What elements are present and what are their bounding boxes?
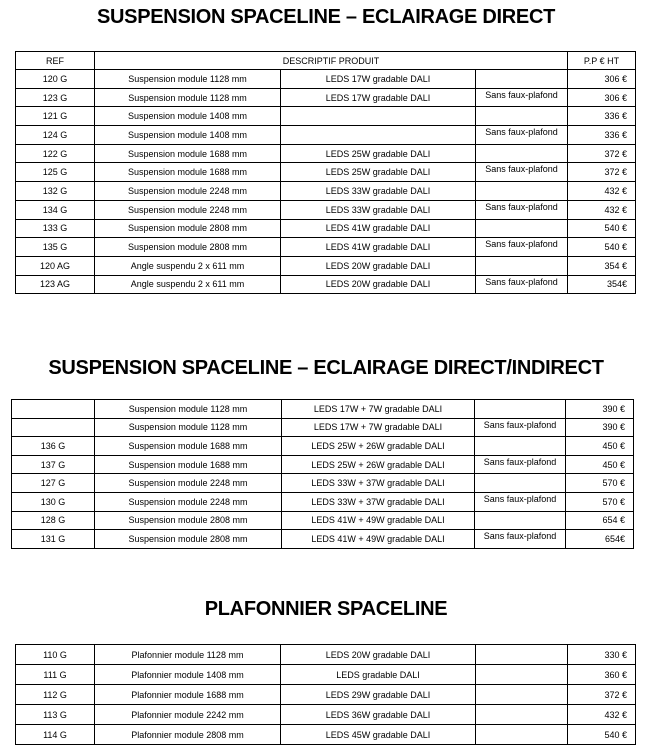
direct-price-table — [15, 51, 636, 294]
price-cell: 432 € — [568, 182, 636, 201]
note-cell: Sans faux-plafond — [476, 126, 568, 145]
price-cell: 540 € — [568, 725, 636, 745]
description-cell: Suspension module 2808 mm — [95, 238, 281, 257]
note-cell — [476, 705, 568, 725]
ref-cell: 132 G — [16, 182, 95, 201]
led-cell: LEDS 17W + 7W gradable DALI — [282, 418, 475, 437]
note-cell — [476, 144, 568, 163]
ref-cell: 137 G — [12, 455, 95, 474]
ref-cell: 113 G — [16, 705, 95, 725]
note-cell — [475, 437, 566, 456]
note-cell — [476, 182, 568, 201]
table-row — [16, 275, 636, 294]
description-cell: Suspension module 1408 mm — [95, 107, 281, 126]
description-cell: Suspension module 1688 mm — [95, 144, 281, 163]
price-cell: 540 € — [568, 219, 636, 238]
table-row — [16, 685, 636, 705]
price-cell: 570 € — [566, 492, 634, 511]
table-row — [16, 665, 636, 685]
note-cell — [475, 474, 566, 493]
led-cell: LEDS 17W gradable DALI — [281, 88, 476, 107]
table-row — [16, 705, 636, 725]
description-cell: Suspension module 1128 mm — [95, 400, 282, 419]
price-cell: 432 € — [568, 705, 636, 725]
table-row — [16, 88, 636, 107]
table-row — [16, 126, 636, 145]
note-cell — [476, 645, 568, 665]
description-cell: Suspension module 2808 mm — [95, 530, 282, 549]
led-cell: LEDS 33W + 37W gradable DALI — [282, 474, 475, 493]
ref-cell: 130 G — [12, 492, 95, 511]
table-row — [12, 492, 634, 511]
led-cell: LEDS 45W gradable DALI — [281, 725, 476, 745]
price-cell: 372 € — [568, 144, 636, 163]
direct-indirect-price-table — [11, 399, 634, 549]
description-cell: Suspension module 1128 mm — [95, 88, 281, 107]
ref-cell — [12, 400, 95, 419]
ref-cell: 125 G — [16, 163, 95, 182]
description-cell: Suspension module 2248 mm — [95, 492, 282, 511]
ref-cell: 133 G — [16, 219, 95, 238]
ref-header: REF — [16, 52, 95, 70]
led-cell: LEDS 41W + 49W gradable DALI — [282, 530, 475, 549]
led-cell: LEDS gradable DALI — [281, 665, 476, 685]
section2-title: SUSPENSION SPACELINE – ECLAIRAGE DIRECT/INDIRECT — [48, 357, 604, 379]
led-cell — [281, 107, 476, 126]
price-cell: 336 € — [568, 107, 636, 126]
table-row — [12, 455, 634, 474]
note-cell — [475, 400, 566, 419]
price-cell: 306 € — [568, 70, 636, 89]
price-cell: 570 € — [566, 474, 634, 493]
table-row — [12, 418, 634, 437]
ref-cell: 120 AG — [16, 256, 95, 275]
description-cell: Suspension module 1688 mm — [95, 163, 281, 182]
note-cell — [476, 256, 568, 275]
price-cell: 432 € — [568, 200, 636, 219]
note-cell: Sans faux-plafond — [476, 275, 568, 294]
note-cell: Sans faux-plafond — [476, 238, 568, 257]
section1-title: SUSPENSION SPACELINE – ECLAIRAGE DIRECT — [97, 6, 555, 28]
note-cell — [476, 219, 568, 238]
description-cell: Plafonnier module 1128 mm — [95, 645, 281, 665]
price-cell: 654 € — [566, 511, 634, 530]
ref-cell: 110 G — [16, 645, 95, 665]
led-cell: LEDS 25W + 26W gradable DALI — [282, 437, 475, 456]
price-cell: 390 € — [566, 418, 634, 437]
led-cell: LEDS 29W gradable DALI — [281, 685, 476, 705]
description-header: DESCRIPTIF PRODUIT — [95, 52, 568, 70]
led-cell: LEDS 36W gradable DALI — [281, 705, 476, 725]
description-cell: Plafonnier module 1688 mm — [95, 685, 281, 705]
description-cell: Plafonnier module 2808 mm — [95, 725, 281, 745]
note-cell: Sans faux-plafond — [475, 418, 566, 437]
note-cell — [476, 725, 568, 745]
table-row — [16, 182, 636, 201]
price-header: P.P € HT — [568, 52, 636, 70]
note-cell — [475, 511, 566, 530]
description-cell: Plafonnier module 1408 mm — [95, 665, 281, 685]
table-row — [16, 238, 636, 257]
price-cell: 372 € — [568, 163, 636, 182]
table-row — [16, 219, 636, 238]
table-row — [12, 474, 634, 493]
ref-cell: 124 G — [16, 126, 95, 145]
note-cell: Sans faux-plafond — [476, 200, 568, 219]
led-cell: LEDS 33W + 37W gradable DALI — [282, 492, 475, 511]
table-row — [16, 144, 636, 163]
price-cell: 354 € — [568, 256, 636, 275]
led-cell: LEDS 25W gradable DALI — [281, 144, 476, 163]
price-cell: 390 € — [566, 400, 634, 419]
table-row — [16, 725, 636, 745]
note-cell — [476, 70, 568, 89]
note-cell: Sans faux-plafond — [475, 492, 566, 511]
led-cell: LEDS 20W gradable DALI — [281, 256, 476, 275]
table-row — [12, 511, 634, 530]
price-cell: 354€ — [568, 275, 636, 294]
price-cell: 336 € — [568, 126, 636, 145]
ref-cell: 127 G — [12, 474, 95, 493]
description-cell: Suspension module 2808 mm — [95, 219, 281, 238]
table-row — [12, 530, 634, 549]
table-row — [16, 645, 636, 665]
ref-cell: 123 G — [16, 88, 95, 107]
led-cell: LEDS 20W gradable DALI — [281, 275, 476, 294]
ref-cell: 128 G — [12, 511, 95, 530]
price-cell: 306 € — [568, 88, 636, 107]
section3-title: PLAFONNIER SPACELINE — [204, 598, 448, 620]
note-cell — [476, 685, 568, 705]
led-cell: LEDS 33W gradable DALI — [281, 200, 476, 219]
note-cell: Sans faux-plafond — [476, 163, 568, 182]
ref-cell: 136 G — [12, 437, 95, 456]
led-cell: LEDS 25W gradable DALI — [281, 163, 476, 182]
price-cell: 450 € — [566, 455, 634, 474]
description-cell: Angle suspendu 2 x 611 mm — [95, 275, 281, 294]
ref-cell: 111 G — [16, 665, 95, 685]
note-cell: Sans faux-plafond — [475, 530, 566, 549]
led-cell: LEDS 41W + 49W gradable DALI — [282, 511, 475, 530]
table-row — [16, 200, 636, 219]
price-cell: 372 € — [568, 685, 636, 705]
table-row — [16, 163, 636, 182]
description-cell: Suspension module 1408 mm — [95, 126, 281, 145]
ref-cell: 121 G — [16, 107, 95, 126]
description-cell: Angle suspendu 2 x 611 mm — [95, 256, 281, 275]
description-cell: Suspension module 2248 mm — [95, 474, 282, 493]
description-cell: Plafonnier module 2242 mm — [95, 705, 281, 725]
ref-cell: 123 AG — [16, 275, 95, 294]
description-cell: Suspension module 2808 mm — [95, 511, 282, 530]
description-cell: Suspension module 2248 mm — [95, 182, 281, 201]
table-row — [12, 400, 634, 419]
table-row — [16, 70, 636, 89]
note-cell: Sans faux-plafond — [476, 88, 568, 107]
table-row — [16, 107, 636, 126]
note-cell — [476, 107, 568, 126]
ref-cell: 122 G — [16, 144, 95, 163]
description-cell: Suspension module 1128 mm — [95, 70, 281, 89]
ref-cell: 134 G — [16, 200, 95, 219]
ref-cell — [12, 418, 95, 437]
price-cell: 330 € — [568, 645, 636, 665]
note-cell: Sans faux-plafond — [475, 455, 566, 474]
description-cell: Suspension module 1128 mm — [95, 418, 282, 437]
table-row — [12, 437, 634, 456]
description-cell: Suspension module 2248 mm — [95, 200, 281, 219]
description-cell: Suspension module 1688 mm — [95, 455, 282, 474]
led-cell: LEDS 17W gradable DALI — [281, 70, 476, 89]
note-cell — [476, 665, 568, 685]
led-cell: LEDS 41W gradable DALI — [281, 238, 476, 257]
ref-cell: 120 G — [16, 70, 95, 89]
ref-cell: 114 G — [16, 725, 95, 745]
price-cell: 450 € — [566, 437, 634, 456]
led-cell: LEDS 17W + 7W gradable DALI — [282, 400, 475, 419]
led-cell — [281, 126, 476, 145]
price-cell: 654€ — [566, 530, 634, 549]
led-cell: LEDS 41W gradable DALI — [281, 219, 476, 238]
ref-cell: 112 G — [16, 685, 95, 705]
led-cell: LEDS 25W + 26W gradable DALI — [282, 455, 475, 474]
price-cell: 540 € — [568, 238, 636, 257]
price-cell: 360 € — [568, 665, 636, 685]
led-cell: LEDS 20W gradable DALI — [281, 645, 476, 665]
ref-cell: 135 G — [16, 238, 95, 257]
table-row — [16, 256, 636, 275]
description-cell: Suspension module 1688 mm — [95, 437, 282, 456]
led-cell: LEDS 33W gradable DALI — [281, 182, 476, 201]
ceiling-price-table — [15, 644, 636, 745]
ref-cell: 131 G — [12, 530, 95, 549]
